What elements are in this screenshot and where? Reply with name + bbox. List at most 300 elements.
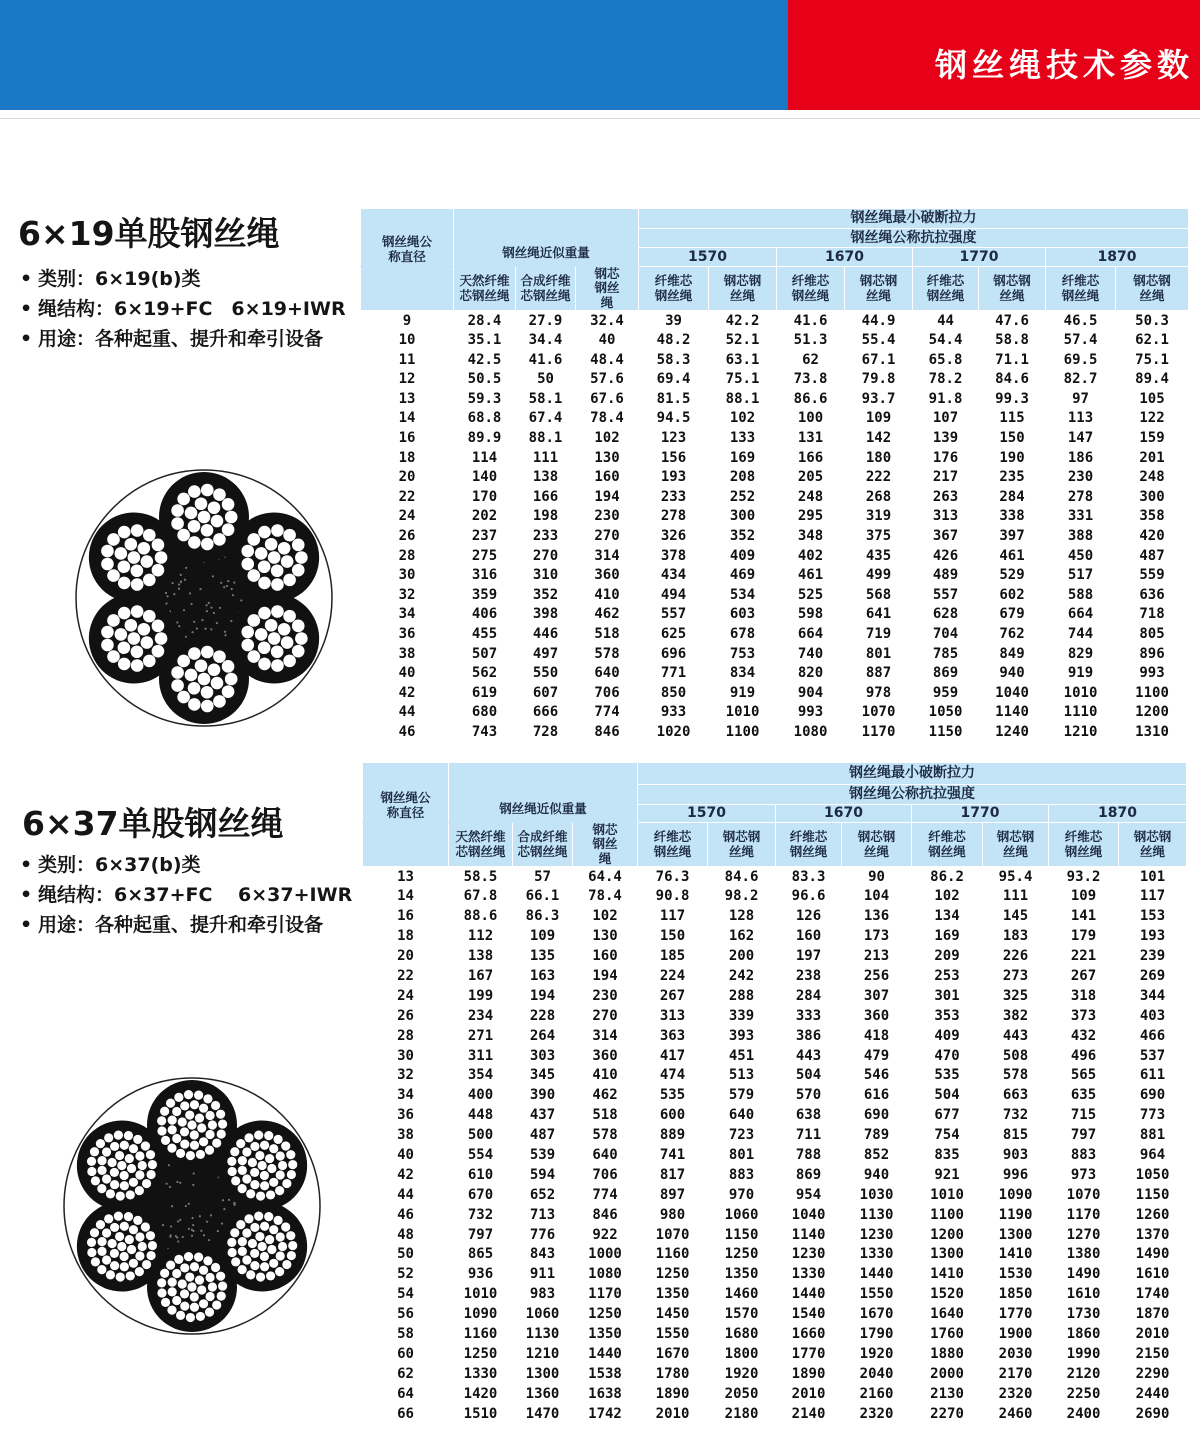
value-cell: 339 bbox=[728, 1007, 755, 1024]
value-cell: 2290 bbox=[1135, 1365, 1170, 1382]
value-cell: 732 bbox=[1002, 1107, 1029, 1124]
value-cell: 55.4 bbox=[861, 332, 896, 349]
col-1870-fiber: 纤维芯钢丝绳 bbox=[1049, 823, 1119, 867]
value-cell: 139 bbox=[932, 429, 959, 446]
table-row bbox=[361, 644, 1189, 664]
value-cell: 2690 bbox=[1135, 1405, 1170, 1422]
value-cell: 602 bbox=[999, 586, 1025, 603]
value-cell: 546 bbox=[863, 1067, 890, 1084]
col-1770-steel: 钢芯钢丝绳 bbox=[983, 823, 1049, 867]
value-cell: 817 bbox=[659, 1166, 686, 1183]
value-cell: 107 bbox=[932, 410, 959, 427]
diameter-cell: 42 bbox=[397, 1166, 414, 1183]
value-cell: 996 bbox=[1002, 1166, 1029, 1183]
col-natural-fiber-core: 天然纤维芯钢丝绳 bbox=[454, 267, 516, 311]
value-cell: 2050 bbox=[724, 1385, 759, 1402]
col-1870-steel: 钢芯钢丝绳 bbox=[1119, 823, 1187, 867]
value-cell: 62.1 bbox=[1135, 332, 1169, 349]
table-row bbox=[363, 1006, 1187, 1026]
value-cell: 559 bbox=[1139, 567, 1165, 584]
value-cell: 194 bbox=[529, 987, 556, 1004]
value-cell: 147 bbox=[1067, 429, 1094, 446]
value-cell: 263 bbox=[932, 488, 959, 505]
value-cell: 89.9 bbox=[467, 429, 502, 446]
value-cell: 82.7 bbox=[1063, 371, 1098, 388]
value-cell: 88.6 bbox=[463, 908, 498, 925]
value-cell: 183 bbox=[1002, 928, 1029, 945]
value-cell: 1060 bbox=[724, 1206, 759, 1223]
value-cell: 235 bbox=[999, 469, 1025, 486]
value-cell: 63.1 bbox=[725, 351, 760, 368]
section-title: 6×19单股钢丝绳 bbox=[18, 214, 280, 253]
value-cell: 199 bbox=[467, 987, 494, 1004]
value-cell: 159 bbox=[1139, 429, 1165, 446]
value-cell: 96.6 bbox=[791, 888, 826, 905]
value-cell: 2440 bbox=[1135, 1385, 1170, 1402]
value-cell: 88.1 bbox=[725, 390, 760, 407]
rope-cross-section-6x37 bbox=[60, 1074, 324, 1338]
value-cell: 176 bbox=[932, 449, 959, 466]
value-cell: 640 bbox=[592, 1147, 618, 1164]
value-cell: 111 bbox=[532, 449, 559, 466]
value-cell: 169 bbox=[934, 928, 960, 945]
value-cell: 773 bbox=[1139, 1107, 1166, 1124]
value-cell: 198 bbox=[532, 508, 559, 525]
value-cell: 104 bbox=[863, 888, 890, 905]
value-cell: 1270 bbox=[1066, 1226, 1101, 1243]
value-cell: 1330 bbox=[859, 1246, 894, 1263]
value-cell: 1550 bbox=[655, 1326, 690, 1343]
value-cell: 420 bbox=[1139, 527, 1165, 544]
diameter-cell: 58 bbox=[397, 1326, 414, 1343]
value-cell: 2150 bbox=[1135, 1345, 1170, 1362]
value-cell: 233 bbox=[660, 488, 687, 505]
value-cell: 319 bbox=[865, 508, 892, 525]
header-divider bbox=[0, 118, 1200, 119]
spec-table-6x19 bbox=[360, 208, 1188, 742]
value-cell: 314 bbox=[594, 547, 620, 564]
value-cell: 2270 bbox=[930, 1405, 964, 1422]
value-cell: 715 bbox=[1070, 1107, 1097, 1124]
value-cell: 102 bbox=[592, 908, 618, 925]
table-row bbox=[361, 585, 1189, 605]
value-cell: 221 bbox=[1070, 948, 1097, 965]
value-cell: 386 bbox=[795, 1027, 822, 1044]
value-cell: 1010 bbox=[1063, 684, 1098, 701]
table-row bbox=[363, 1225, 1187, 1245]
value-cell: 252 bbox=[729, 488, 756, 505]
value-cell: 1540 bbox=[791, 1306, 826, 1323]
value-cell: 579 bbox=[728, 1087, 755, 1104]
value-cell: 1040 bbox=[791, 1206, 826, 1223]
value-cell: 469 bbox=[729, 567, 756, 584]
value-cell: 224 bbox=[659, 968, 686, 985]
col-force-group-header: 钢丝绳最小破断拉力 bbox=[638, 763, 1187, 785]
table-row bbox=[361, 487, 1189, 507]
value-cell: 352 bbox=[729, 527, 756, 544]
table-row bbox=[361, 350, 1189, 370]
diameter-cell: 46 bbox=[397, 1206, 414, 1223]
value-cell: 1460 bbox=[724, 1286, 759, 1303]
value-cell: 507 bbox=[471, 645, 498, 662]
value-cell: 801 bbox=[728, 1147, 755, 1164]
value-cell: 883 bbox=[1070, 1147, 1097, 1164]
table-row bbox=[363, 1026, 1187, 1046]
value-cell: 67.6 bbox=[590, 390, 624, 407]
value-cell: 1440 bbox=[588, 1345, 622, 1362]
value-cell: 209 bbox=[934, 948, 960, 965]
spec-table-6x37 bbox=[362, 762, 1186, 1424]
value-cell: 69.5 bbox=[1063, 351, 1098, 368]
value-cell: 680 bbox=[471, 704, 498, 721]
value-cell: 513 bbox=[728, 1067, 755, 1084]
value-cell: 160 bbox=[592, 948, 618, 965]
value-cell: 1250 bbox=[588, 1306, 622, 1323]
value-cell: 76.3 bbox=[655, 868, 690, 885]
value-cell: 557 bbox=[932, 586, 959, 603]
diameter-cell: 34 bbox=[398, 606, 416, 623]
table-row bbox=[363, 906, 1187, 926]
table-row bbox=[361, 663, 1189, 683]
col-1670-steel: 钢芯钢丝绳 bbox=[845, 267, 913, 311]
value-cell: 67.4 bbox=[528, 410, 563, 427]
value-cell: 180 bbox=[865, 449, 892, 466]
table-row bbox=[363, 1404, 1187, 1424]
value-cell: 102 bbox=[594, 429, 620, 446]
diameter-cell: 12 bbox=[398, 371, 416, 388]
value-cell: 570 bbox=[795, 1087, 822, 1104]
value-cell: 2010 bbox=[1135, 1326, 1170, 1343]
value-cell: 138 bbox=[467, 948, 494, 965]
diameter-cell: 9 bbox=[402, 312, 412, 329]
value-cell: 640 bbox=[728, 1107, 755, 1124]
col-1570-steel: 钢芯钢丝绳 bbox=[708, 823, 776, 867]
value-cell: 470 bbox=[934, 1047, 960, 1064]
value-cell: 829 bbox=[1067, 645, 1094, 662]
value-cell: 128 bbox=[728, 908, 755, 925]
value-cell: 316 bbox=[471, 567, 498, 584]
value-cell: 238 bbox=[795, 968, 822, 985]
value-cell: 598 bbox=[797, 606, 824, 623]
value-cell: 1410 bbox=[998, 1246, 1033, 1263]
col-strength-group-header: 钢丝绳公称抗拉强度 bbox=[638, 785, 1187, 805]
value-cell: 230 bbox=[592, 987, 618, 1004]
value-cell: 1080 bbox=[588, 1266, 622, 1283]
col-1670-fiber: 纤维芯钢丝绳 bbox=[776, 823, 842, 867]
diameter-cell: 26 bbox=[397, 1007, 414, 1024]
value-cell: 288 bbox=[728, 987, 755, 1004]
value-cell: 785 bbox=[932, 645, 959, 662]
value-cell: 234 bbox=[467, 1007, 494, 1024]
value-cell: 641 bbox=[865, 606, 892, 623]
value-cell: 1360 bbox=[525, 1385, 560, 1402]
value-cell: 1210 bbox=[1063, 723, 1098, 740]
value-cell: 105 bbox=[1139, 390, 1165, 407]
table-row bbox=[363, 1384, 1187, 1404]
diameter-cell: 28 bbox=[397, 1027, 414, 1044]
value-cell: 100 bbox=[797, 410, 824, 427]
value-cell: 1990 bbox=[1066, 1345, 1101, 1362]
value-cell: 88.1 bbox=[528, 429, 563, 446]
value-cell: 846 bbox=[592, 1206, 618, 1223]
diameter-cell: 18 bbox=[397, 928, 414, 945]
value-cell: 1350 bbox=[588, 1326, 622, 1343]
value-cell: 1760 bbox=[930, 1326, 964, 1343]
diameter-cell: 34 bbox=[397, 1087, 414, 1104]
value-cell: 65.8 bbox=[928, 351, 963, 368]
col-strength-1570: 1570 bbox=[639, 248, 777, 267]
value-cell: 1570 bbox=[724, 1306, 759, 1323]
value-cell: 230 bbox=[594, 508, 620, 525]
value-cell: 1550 bbox=[859, 1286, 894, 1303]
value-cell: 461 bbox=[797, 567, 824, 584]
value-cell: 922 bbox=[592, 1226, 618, 1243]
value-cell: 936 bbox=[467, 1266, 494, 1283]
value-cell: 1070 bbox=[655, 1226, 690, 1243]
value-cell: 114 bbox=[471, 449, 498, 466]
value-cell: 508 bbox=[1002, 1047, 1029, 1064]
value-cell: 562 bbox=[471, 665, 498, 682]
value-cell: 358 bbox=[1139, 508, 1165, 525]
value-cell: 69.4 bbox=[656, 371, 691, 388]
value-cell: 417 bbox=[659, 1047, 686, 1064]
value-cell: 27.9 bbox=[528, 312, 563, 329]
value-cell: 93.2 bbox=[1066, 868, 1101, 885]
value-cell: 2010 bbox=[791, 1385, 826, 1402]
value-cell: 797 bbox=[467, 1226, 494, 1243]
value-cell: 550 bbox=[532, 665, 559, 682]
value-cell: 919 bbox=[1067, 665, 1094, 682]
value-cell: 122 bbox=[1139, 410, 1165, 427]
value-cell: 40 bbox=[598, 332, 616, 349]
table-row bbox=[361, 565, 1189, 585]
value-cell: 1010 bbox=[463, 1286, 498, 1303]
value-cell: 677 bbox=[934, 1107, 960, 1124]
value-cell: 200 bbox=[728, 948, 755, 965]
diameter-cell: 20 bbox=[398, 469, 416, 486]
value-cell: 388 bbox=[1067, 527, 1094, 544]
value-cell: 179 bbox=[1070, 928, 1097, 945]
value-cell: 208 bbox=[729, 469, 756, 486]
value-cell: 933 bbox=[660, 704, 687, 721]
value-cell: 190 bbox=[999, 449, 1025, 466]
value-cell: 1670 bbox=[655, 1345, 690, 1362]
value-cell: 1100 bbox=[1135, 684, 1169, 701]
col-strength-1870: 1870 bbox=[1049, 805, 1187, 823]
value-cell: 360 bbox=[863, 1007, 890, 1024]
value-cell: 849 bbox=[999, 645, 1025, 662]
value-cell: 1230 bbox=[859, 1226, 894, 1243]
col-diameter-header-lower bbox=[363, 823, 449, 867]
value-cell: 115 bbox=[999, 410, 1025, 427]
value-cell: 93.7 bbox=[861, 390, 896, 407]
value-cell: 1050 bbox=[1135, 1166, 1170, 1183]
value-cell: 48.2 bbox=[656, 332, 691, 349]
value-cell: 75.1 bbox=[1135, 351, 1169, 368]
value-cell: 278 bbox=[660, 508, 687, 525]
value-cell: 48.4 bbox=[590, 351, 624, 368]
value-cell: 193 bbox=[660, 469, 687, 486]
value-cell: 611 bbox=[1139, 1067, 1166, 1084]
col-strength-1770: 1770 bbox=[913, 248, 1046, 267]
table-row bbox=[363, 966, 1187, 986]
diameter-cell: 18 bbox=[398, 449, 416, 466]
value-cell: 954 bbox=[795, 1186, 822, 1203]
value-cell: 193 bbox=[1139, 928, 1166, 945]
table-row bbox=[363, 1304, 1187, 1324]
value-cell: 90 bbox=[868, 868, 885, 885]
value-cell: 706 bbox=[594, 684, 620, 701]
value-cell: 753 bbox=[729, 645, 756, 662]
value-cell: 1140 bbox=[995, 704, 1029, 721]
value-cell: 1150 bbox=[1135, 1186, 1170, 1203]
value-cell: 1200 bbox=[930, 1226, 964, 1243]
value-cell: 718 bbox=[1139, 606, 1165, 623]
value-cell: 517 bbox=[1067, 567, 1094, 584]
value-cell: 762 bbox=[999, 625, 1025, 642]
value-cell: 1800 bbox=[724, 1345, 759, 1362]
header-banner bbox=[0, 0, 1200, 110]
table-row bbox=[363, 887, 1187, 907]
col-1770-fiber: 纤维芯钢丝绳 bbox=[912, 823, 983, 867]
value-cell: 993 bbox=[797, 704, 824, 721]
value-cell: 815 bbox=[1002, 1127, 1029, 1144]
col-1770-steel: 钢芯钢丝绳 bbox=[979, 267, 1046, 311]
value-cell: 625 bbox=[660, 625, 687, 642]
table-row bbox=[363, 1324, 1187, 1344]
value-cell: 1060 bbox=[525, 1306, 560, 1323]
diameter-cell: 22 bbox=[397, 968, 414, 985]
table-row bbox=[363, 1105, 1187, 1125]
value-cell: 267 bbox=[659, 987, 686, 1004]
table-row bbox=[363, 1185, 1187, 1205]
table-row bbox=[363, 926, 1187, 946]
value-cell: 921 bbox=[934, 1166, 960, 1183]
value-cell: 130 bbox=[592, 928, 618, 945]
value-cell: 67.1 bbox=[861, 351, 896, 368]
value-cell: 86.6 bbox=[793, 390, 828, 407]
value-cell: 75.1 bbox=[725, 371, 760, 388]
value-cell: 62 bbox=[802, 351, 819, 368]
value-cell: 919 bbox=[729, 684, 756, 701]
value-cell: 539 bbox=[529, 1147, 556, 1164]
table-row bbox=[361, 605, 1189, 625]
value-cell: 978 bbox=[865, 684, 892, 701]
value-cell: 896 bbox=[1139, 645, 1165, 662]
value-cell: 201 bbox=[1139, 449, 1165, 466]
table-row bbox=[361, 703, 1189, 723]
value-cell: 83.3 bbox=[791, 868, 826, 885]
diameter-cell: 66 bbox=[397, 1405, 414, 1422]
col-synthetic-fiber-core: 合成纤维芯钢丝绳 bbox=[516, 267, 576, 311]
value-cell: 359 bbox=[471, 586, 498, 603]
value-cell: 1230 bbox=[791, 1246, 826, 1263]
value-cell: 348 bbox=[797, 527, 824, 544]
value-cell: 150 bbox=[659, 928, 686, 945]
value-cell: 86.3 bbox=[525, 908, 560, 925]
value-cell: 1730 bbox=[1066, 1306, 1101, 1323]
col-synthetic-fiber-core: 合成纤维芯钢丝绳 bbox=[513, 823, 573, 867]
value-cell: 664 bbox=[1067, 606, 1094, 623]
value-cell: 167 bbox=[467, 968, 494, 985]
value-cell: 169 bbox=[729, 449, 756, 466]
diameter-cell: 13 bbox=[398, 390, 416, 407]
value-cell: 865 bbox=[467, 1246, 494, 1263]
value-cell: 222 bbox=[865, 469, 892, 486]
value-cell: 102 bbox=[934, 888, 960, 905]
value-cell: 131 bbox=[797, 429, 824, 446]
col-strength-1870: 1870 bbox=[1046, 248, 1189, 267]
value-cell: 409 bbox=[934, 1027, 960, 1044]
value-cell: 628 bbox=[932, 606, 959, 623]
value-cell: 1470 bbox=[525, 1405, 560, 1422]
value-cell: 50 bbox=[537, 371, 554, 388]
value-cell: 1170 bbox=[861, 723, 896, 740]
value-cell: 102 bbox=[729, 410, 756, 427]
value-cell: 111 bbox=[1002, 888, 1029, 905]
value-cell: 706 bbox=[592, 1166, 618, 1183]
value-cell: 393 bbox=[728, 1027, 755, 1044]
value-cell: 1350 bbox=[724, 1266, 759, 1283]
value-cell: 744 bbox=[1067, 625, 1094, 642]
diameter-cell: 10 bbox=[398, 332, 416, 349]
value-cell: 410 bbox=[592, 1067, 618, 1084]
value-cell: 455 bbox=[471, 625, 498, 642]
value-cell: 883 bbox=[728, 1166, 755, 1183]
value-cell: 278 bbox=[1067, 488, 1094, 505]
value-cell: 90.8 bbox=[655, 888, 690, 905]
value-cell: 197 bbox=[795, 948, 822, 965]
value-cell: 47.6 bbox=[995, 312, 1029, 329]
value-cell: 84.6 bbox=[995, 371, 1029, 388]
table-row bbox=[361, 467, 1189, 487]
value-cell: 142 bbox=[865, 429, 892, 446]
value-cell: 1520 bbox=[930, 1286, 964, 1303]
value-cell: 1160 bbox=[463, 1326, 498, 1343]
value-cell: 269 bbox=[1139, 968, 1166, 985]
value-cell: 352 bbox=[532, 586, 559, 603]
value-cell: 1780 bbox=[655, 1365, 690, 1382]
value-cell: 64.4 bbox=[588, 868, 622, 885]
value-cell: 54.4 bbox=[928, 332, 963, 349]
value-cell: 166 bbox=[532, 488, 559, 505]
value-cell: 728 bbox=[532, 723, 559, 740]
value-cell: 117 bbox=[1139, 888, 1166, 905]
col-steel-core-weight: 钢芯钢丝绳 bbox=[573, 823, 638, 867]
value-cell: 230 bbox=[1067, 469, 1094, 486]
info-usage: • 用途：各种起重、提升和牵引设备 bbox=[20, 914, 324, 936]
value-cell: 448 bbox=[467, 1107, 494, 1124]
value-cell: 186 bbox=[1067, 449, 1094, 466]
value-cell: 973 bbox=[1070, 1166, 1097, 1183]
value-cell: 228 bbox=[529, 1007, 556, 1024]
table-row bbox=[361, 507, 1189, 527]
value-cell: 640 bbox=[594, 665, 620, 682]
value-cell: 690 bbox=[1139, 1087, 1166, 1104]
value-cell: 789 bbox=[863, 1127, 890, 1144]
value-cell: 1100 bbox=[725, 723, 760, 740]
diameter-cell: 56 bbox=[397, 1306, 414, 1323]
value-cell: 57 bbox=[534, 868, 551, 885]
value-cell: 310 bbox=[532, 567, 559, 584]
value-cell: 160 bbox=[594, 469, 620, 486]
value-cell: 1380 bbox=[1066, 1246, 1101, 1263]
value-cell: 2460 bbox=[998, 1405, 1033, 1422]
value-cell: 59.3 bbox=[467, 390, 502, 407]
table-row bbox=[363, 1284, 1187, 1304]
value-cell: 170 bbox=[471, 488, 498, 505]
value-cell: 1240 bbox=[995, 723, 1029, 740]
